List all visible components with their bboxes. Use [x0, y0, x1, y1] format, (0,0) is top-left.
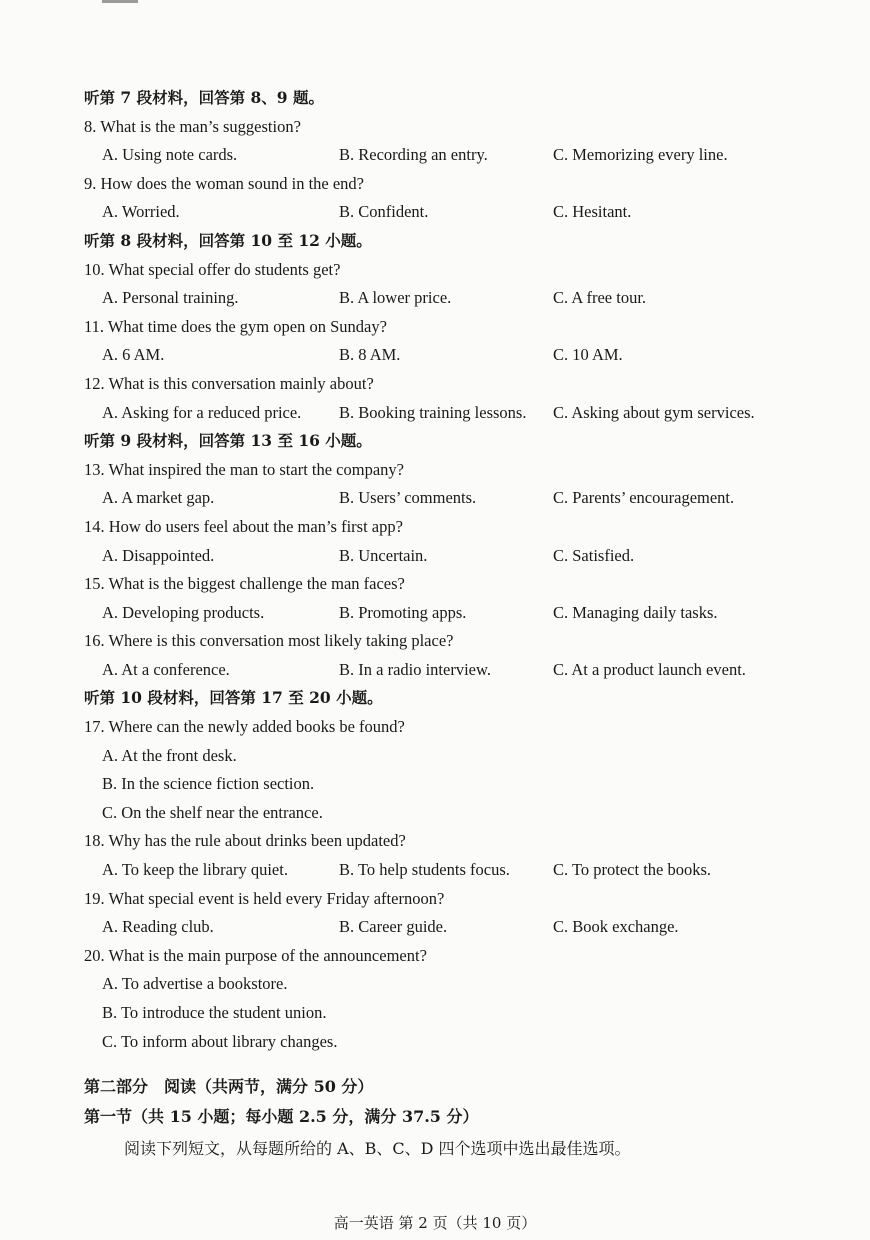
- part-two-title: 第二部分 阅读（共两节，满分 50 分）: [84, 1077, 374, 1097]
- option-b[interactable]: B. 8 AM.: [339, 345, 401, 365]
- option-c[interactable]: C. On the shelf near the entrance.: [102, 802, 323, 822]
- option-a[interactable]: A. 6 AM.: [102, 345, 165, 365]
- section-heading-8: 听第 8 段材料，回答第 10 至 12 小题。: [84, 230, 372, 250]
- option-b[interactable]: B. Booking training lessons.: [339, 402, 527, 422]
- option-c[interactable]: C. Asking about gym services.: [553, 402, 755, 422]
- option-c[interactable]: C. Satisfied.: [553, 545, 635, 565]
- question-12: 12. What is this conversation mainly about?: [84, 373, 374, 393]
- option-c[interactable]: C. Managing daily tasks.: [553, 602, 718, 622]
- option-c[interactable]: C. To inform about library changes.: [102, 1031, 338, 1051]
- section-heading-9: 听第 9 段材料，回答第 13 至 16 小题。: [84, 431, 372, 451]
- top-edge-mark: [102, 0, 138, 3]
- question-14: 14. How do users feel about the man’s first app?: [84, 516, 403, 536]
- reading-instruction: 阅读下列短文，从每题所给的 A、B、C、D 四个选项中选出最佳选项。: [124, 1139, 631, 1159]
- option-b[interactable]: B. Confident.: [339, 202, 429, 222]
- question-17: 17. Where can the newly added books be found?: [84, 717, 405, 737]
- option-b[interactable]: B. In a radio interview.: [339, 659, 491, 679]
- option-a[interactable]: A. Reading club.: [102, 917, 214, 937]
- options-13: [84, 484, 824, 513]
- option-b[interactable]: B. A lower price.: [339, 288, 452, 308]
- option-b[interactable]: B. To introduce the student union.: [102, 1003, 327, 1022]
- section-heading-7: 听第 7 段材料，回答第 8、9 题。: [84, 88, 324, 107]
- options-16: [84, 656, 824, 685]
- option-a[interactable]: A. At a conference.: [102, 659, 230, 679]
- option-b[interactable]: B. Uncertain.: [339, 545, 428, 565]
- options-15: [84, 599, 824, 628]
- options-8: [84, 141, 824, 170]
- listening-section: [84, 84, 824, 1166]
- options-19: [84, 913, 824, 942]
- option-a[interactable]: A. Personal training.: [102, 288, 239, 308]
- option-c[interactable]: C. Parents’ encouragement.: [553, 488, 735, 508]
- question-19: 19. What special event is held every Friday afternoon?: [84, 888, 445, 908]
- option-c[interactable]: C. Hesitant.: [553, 202, 632, 222]
- option-b[interactable]: B. Promoting apps.: [339, 602, 467, 622]
- question-16: 16. Where is this conversation most likely taking place?: [84, 631, 454, 651]
- option-c[interactable]: C. To protect the books.: [553, 860, 712, 880]
- page-footer: 高一英语 第 2 页（共 10 页）: [333, 1214, 537, 1232]
- options-12: [84, 399, 824, 428]
- option-b[interactable]: B. Users’ comments.: [339, 488, 477, 508]
- option-a[interactable]: A. Using note cards.: [102, 145, 238, 165]
- section-heading-10: 听第 10 段材料，回答第 17 至 20 小题。: [84, 688, 383, 708]
- option-b[interactable]: B. In the science fiction section.: [102, 774, 315, 794]
- question-11: 11. What time does the gym open on Sunday?: [84, 316, 387, 336]
- question-13: 13. What inspired the man to start the company?: [84, 459, 404, 479]
- question-20: 20. What is the main purpose of the announcement?: [84, 945, 427, 965]
- option-b[interactable]: B. Career guide.: [339, 917, 448, 937]
- option-a[interactable]: A. To keep the library quiet.: [102, 860, 288, 880]
- option-a[interactable]: A. Worried.: [102, 202, 180, 222]
- option-c[interactable]: C. 10 AM.: [553, 345, 623, 365]
- option-b[interactable]: B. To help students focus.: [339, 860, 510, 880]
- question-15: 15. What is the biggest challenge the man faces?: [84, 574, 405, 594]
- option-b[interactable]: B. Recording an entry.: [339, 145, 488, 165]
- options-10: [84, 284, 824, 313]
- question-18: 18. Why has the rule about drinks been updated?: [84, 831, 406, 851]
- question-10: 10. What special offer do students get?: [84, 259, 341, 279]
- option-a[interactable]: A. Disappointed.: [102, 545, 215, 565]
- option-a[interactable]: A. To advertise a bookstore.: [102, 974, 288, 994]
- part-two-subtitle: 第一节（共 15 小题；每小题 2.5 分，满分 37.5 分）: [84, 1107, 479, 1127]
- option-a[interactable]: A. Asking for a reduced price.: [102, 402, 302, 422]
- option-a[interactable]: A. At the front desk.: [102, 745, 237, 765]
- options-14: [84, 542, 824, 571]
- section-spacer: [84, 1056, 824, 1072]
- option-c[interactable]: C. At a product launch event.: [553, 659, 746, 679]
- option-a[interactable]: A. Developing products.: [102, 602, 265, 622]
- options-9: [84, 198, 824, 227]
- options-18: [84, 856, 824, 885]
- question-9: 9. How does the woman sound in the end?: [84, 173, 364, 193]
- option-c[interactable]: C. Book exchange.: [553, 917, 679, 937]
- options-11: [84, 341, 824, 370]
- option-a[interactable]: A. A market gap.: [102, 488, 215, 508]
- option-c[interactable]: C. Memorizing every line.: [553, 145, 728, 165]
- option-c[interactable]: C. A free tour.: [553, 288, 647, 308]
- question-8: 8. What is the man’s suggestion?: [84, 116, 301, 136]
